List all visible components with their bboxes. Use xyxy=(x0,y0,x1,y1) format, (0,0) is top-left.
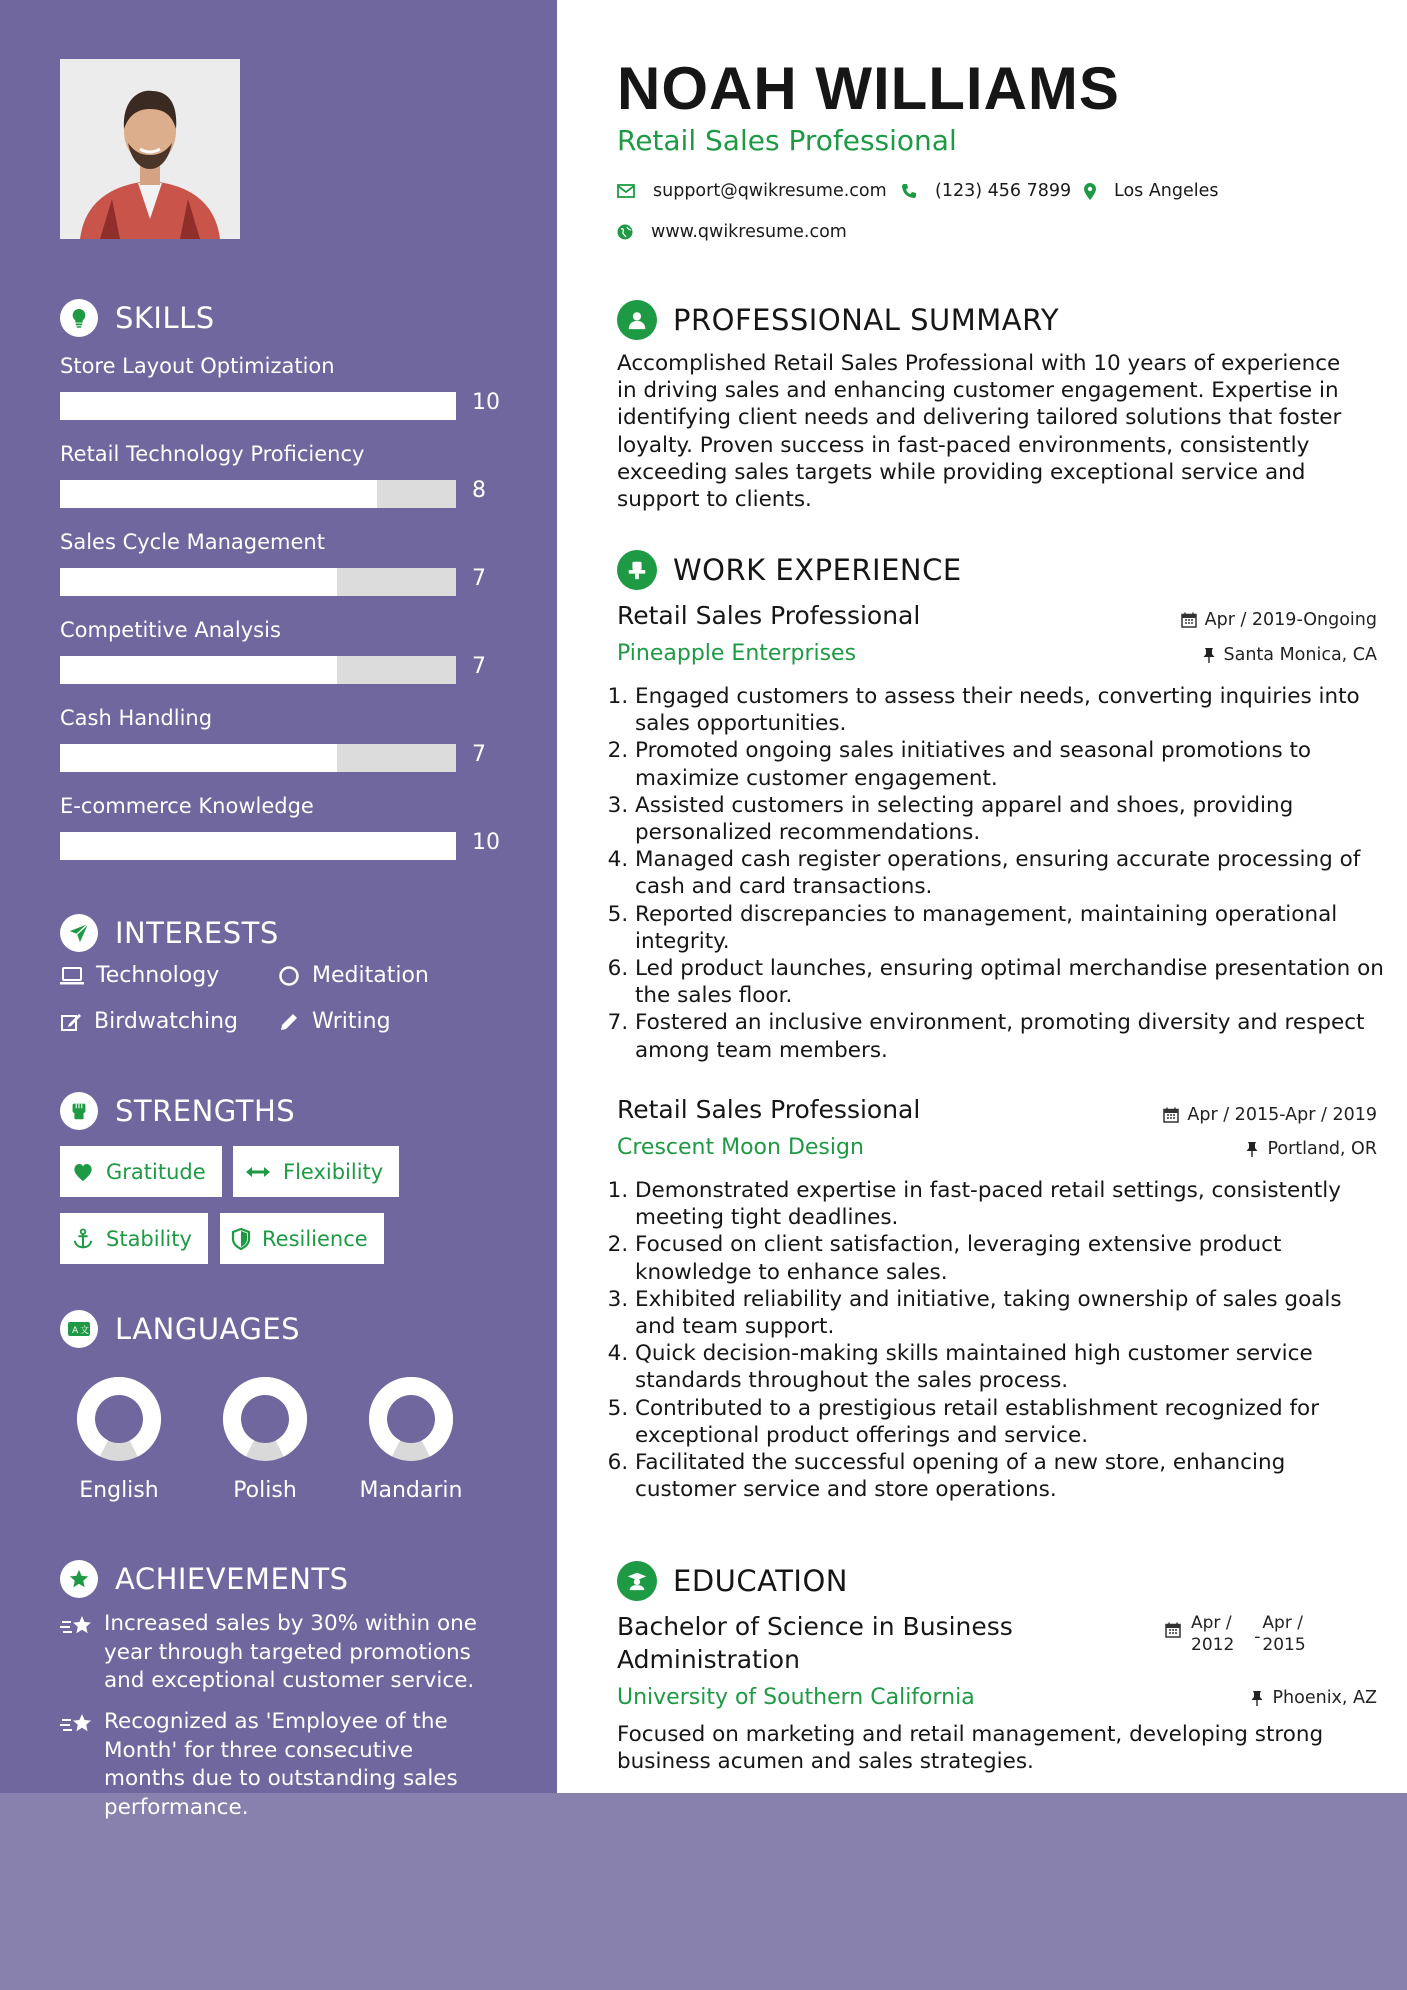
interest-writing xyxy=(278,1009,391,1034)
job-date xyxy=(1181,610,1377,630)
job-bullet: 4. Managed cash register operations, ensuring accurate processing of cash and card transactions. xyxy=(635,846,1385,900)
skill-level: 10 xyxy=(472,390,500,415)
education-description: Focused on marketing and retail management, developing strong business acumen and sales strategies. xyxy=(617,1722,1324,1775)
skill-bar xyxy=(60,392,456,420)
fist-icon xyxy=(60,1092,98,1130)
strength-flexibility xyxy=(233,1146,399,1197)
achievement-text: Recognized as 'Employee of the Month' for three consecutive months due to outstanding sales performance. xyxy=(104,1709,458,1820)
summary-heading xyxy=(617,300,1059,340)
heart-icon xyxy=(72,1162,94,1182)
laptop-icon xyxy=(60,966,84,986)
strength-stability xyxy=(60,1213,208,1264)
svg-text:A: A xyxy=(72,1326,79,1336)
experience-title: WORK EXPERIENCE xyxy=(673,553,962,587)
skill-bar xyxy=(60,744,456,772)
education-dates xyxy=(1165,1612,1306,1656)
skill-bar-fill xyxy=(60,392,456,420)
skill-name: Sales Cycle Management xyxy=(60,530,325,554)
summary-title: PROFESSIONAL SUMMARY xyxy=(673,303,1060,337)
location-text: Los Angeles xyxy=(1114,181,1219,201)
job-location xyxy=(1245,1139,1377,1159)
job-bullets xyxy=(607,683,1385,1064)
skills-title: SKILLS xyxy=(115,301,215,335)
skill-level: 8 xyxy=(472,478,486,503)
job-date-text: Apr / 2019-Ongoing xyxy=(1204,610,1377,630)
arrows-horizontal-icon xyxy=(245,1164,271,1180)
interest-label: Meditation xyxy=(312,963,429,988)
education-start xyxy=(1191,1612,1234,1656)
job-bullet: 3. Assisted customers in selecting apparel and shoes, providing personalized recommendations. xyxy=(635,792,1385,846)
job-bullet: 3. Exhibited reliability and initiative, taking ownership of sales goals and team support. xyxy=(635,1286,1385,1340)
language-donut xyxy=(346,1374,476,1464)
shield-icon xyxy=(232,1228,250,1250)
strength-label: Flexibility xyxy=(283,1159,384,1184)
language-name: English xyxy=(79,1478,159,1503)
briefcase-icon xyxy=(617,550,657,590)
end-year: 2015 xyxy=(1262,1635,1306,1655)
languages-heading xyxy=(60,1310,300,1348)
skill-bar-fill xyxy=(60,568,337,596)
skill-item xyxy=(60,440,500,503)
skill-bar-fill xyxy=(60,480,377,508)
achievements-heading xyxy=(60,1560,349,1598)
skill-level: 7 xyxy=(472,566,486,591)
school-name: University of Southern California xyxy=(617,1685,975,1710)
skill-bar-fill xyxy=(60,744,337,772)
candidate-name: NOAH WILLIAMS xyxy=(617,55,1120,122)
language-donut xyxy=(200,1374,330,1464)
skill-name: Cash Handling xyxy=(60,706,213,730)
email-text: support@qwikresume.com xyxy=(653,181,887,201)
job-company: Pineapple Enterprises xyxy=(617,641,857,666)
strength-label: Stability xyxy=(106,1226,192,1251)
phone-text: (123) 456 7899 xyxy=(935,181,1072,201)
calendar-icon xyxy=(1181,612,1197,628)
education-location xyxy=(1250,1688,1377,1708)
achievement-item xyxy=(60,1610,500,1696)
achievement-text: Increased sales by 30% within one year through targeted promotions and exceptional customer service. xyxy=(104,1611,477,1693)
skill-item xyxy=(60,792,500,855)
job-bullet: 7. Fostered an inclusive environment, promoting diversity and respect among team members. xyxy=(635,1009,1385,1063)
interest-label: Birdwatching xyxy=(94,1009,238,1034)
job-title: Retail Sales Professional xyxy=(617,601,921,630)
skill-bar xyxy=(60,656,456,684)
pushpin-icon xyxy=(1245,1141,1259,1157)
skill-bar xyxy=(60,568,456,596)
job-bullet: 2. Focused on client satisfaction, leveraging extensive product knowledge to enhance sales. xyxy=(635,1231,1385,1285)
interests-heading xyxy=(60,914,279,952)
skill-name: Competitive Analysis xyxy=(60,618,281,642)
skill-level: 7 xyxy=(472,742,486,767)
user-icon xyxy=(617,300,657,340)
education-title: EDUCATION xyxy=(673,1564,849,1598)
interests-title: INTERESTS xyxy=(115,916,279,950)
language-item xyxy=(200,1374,330,1503)
pushpin-icon xyxy=(1202,647,1216,663)
skill-name: Store Layout Optimization xyxy=(60,354,335,378)
education-location-text: Phoenix, AZ xyxy=(1272,1688,1377,1708)
skill-bar xyxy=(60,480,456,508)
job-title: Retail Sales Professional xyxy=(617,1095,921,1124)
experience-heading xyxy=(617,550,962,590)
job-bullet: 2. Promoted ongoing sales initiatives and seasonal promotions to maximize customer engagement. xyxy=(635,737,1385,791)
education-heading xyxy=(617,1561,848,1601)
job-bullets xyxy=(607,1177,1385,1503)
interest-label: Technology xyxy=(96,963,220,988)
start-year: 2012 xyxy=(1191,1635,1235,1655)
achievement-item xyxy=(60,1708,500,1822)
shooting-star-icon xyxy=(60,1712,94,1738)
website-text: www.qwikresume.com xyxy=(651,222,847,242)
skill-item xyxy=(60,704,500,767)
job-location-text: Santa Monica, CA xyxy=(1223,645,1377,665)
job-bullet: 4. Quick decision-making skills maintained high customer service standards throughout the sales process. xyxy=(635,1340,1385,1394)
language-icon xyxy=(60,1310,98,1348)
skill-bar xyxy=(60,832,456,860)
skill-name: Retail Technology Proficiency xyxy=(60,442,365,466)
sidebar xyxy=(0,0,557,1820)
degree-title: Bachelor of Science in Business Administration xyxy=(617,1612,1013,1674)
strengths-heading xyxy=(60,1092,295,1130)
calendar-icon xyxy=(1165,1622,1181,1638)
strength-gratitude xyxy=(60,1146,222,1197)
phone-icon xyxy=(901,183,917,199)
strengths-title: STRENGTHS xyxy=(115,1094,296,1128)
summary-text: Accomplished Retail Sales Professional with 10 years of experience in driving sales and enhancing customer engagement. Expertise in identifying client needs and delivering tailored solutions that foster loyalty. Proven success in fast-paced environments, consistently exceeding sales targets while providing exceptional service and support to clients. xyxy=(617,351,1342,513)
language-name: Polish xyxy=(233,1478,297,1503)
candidate-role: Retail Sales Professional xyxy=(617,124,957,157)
calendar-icon xyxy=(1163,1107,1179,1123)
job-company: Crescent Moon Design xyxy=(617,1135,864,1160)
end-month: Apr / xyxy=(1262,1613,1303,1633)
skill-level: 7 xyxy=(472,654,486,679)
contact-location xyxy=(1084,181,1219,201)
contact-website[interactable] xyxy=(617,222,847,242)
language-item xyxy=(346,1374,476,1503)
profile-photo xyxy=(60,59,240,239)
job-date-text: Apr / 2015-Apr / 2019 xyxy=(1187,1105,1377,1125)
strength-resilience xyxy=(220,1213,384,1264)
globe-icon xyxy=(617,224,633,240)
skill-level: 10 xyxy=(472,830,500,855)
skill-item xyxy=(60,352,500,415)
language-item xyxy=(54,1374,184,1503)
skill-bar-fill xyxy=(60,832,456,860)
edit-icon xyxy=(60,1011,82,1033)
circle-icon xyxy=(278,965,300,987)
strength-label: Gratitude xyxy=(106,1159,206,1184)
shooting-star-icon xyxy=(60,1614,94,1640)
interest-meditation xyxy=(278,963,429,988)
job-date xyxy=(1163,1105,1377,1125)
skill-bar-fill xyxy=(60,656,337,684)
envelope-icon xyxy=(617,184,635,198)
education-end xyxy=(1262,1612,1305,1656)
job-location-text: Portland, OR xyxy=(1267,1139,1377,1159)
graduate-icon xyxy=(617,1561,657,1601)
job-bullet: 5. Reported discrepancies to management, maintaining operational integrity. xyxy=(635,901,1385,955)
strength-label: Resilience xyxy=(262,1226,368,1251)
map-pin-icon xyxy=(1084,183,1096,200)
paper-plane-icon xyxy=(60,914,98,952)
job-bullet: 5. Contributed to a prestigious retail establishment recognized for exceptional product offerings and service. xyxy=(635,1395,1385,1449)
contact-phone[interactable] xyxy=(901,181,1071,201)
lightbulb-icon xyxy=(60,299,98,337)
language-name: Mandarin xyxy=(359,1478,463,1503)
language-donut xyxy=(54,1374,184,1464)
interest-birdwatching xyxy=(60,1009,238,1034)
achievements-title: ACHIEVEMENTS xyxy=(115,1562,349,1596)
pencil-icon xyxy=(278,1011,300,1033)
interest-technology xyxy=(60,963,219,988)
job-location xyxy=(1202,645,1378,665)
pushpin-icon xyxy=(1250,1690,1264,1706)
anchor-icon xyxy=(72,1228,94,1250)
job-bullet: 6. Facilitated the successful opening of a new store, enhancing customer service and store operations. xyxy=(635,1449,1385,1503)
interest-label: Writing xyxy=(312,1009,391,1034)
contact-email[interactable] xyxy=(617,181,887,201)
svg-text:文: 文 xyxy=(80,1326,90,1336)
job-bullet: 1. Demonstrated expertise in fast-paced retail settings, consistently meeting tight deadlines. xyxy=(635,1177,1385,1231)
star-badge-icon xyxy=(60,1560,98,1598)
date-separator: - xyxy=(1254,1627,1261,1647)
skills-heading xyxy=(60,299,215,337)
job-bullet: 6. Led product launches, ensuring optimal merchandise presentation on the sales floor. xyxy=(635,955,1385,1009)
skill-item xyxy=(60,616,500,679)
languages-title: LANGUAGES xyxy=(115,1312,301,1346)
skill-item xyxy=(60,528,500,591)
skill-name: E-commerce Knowledge xyxy=(60,794,314,818)
job-bullet: 1. Engaged customers to assess their needs, converting inquiries into sales opportunities. xyxy=(635,683,1385,737)
start-month: Apr / xyxy=(1191,1613,1232,1633)
